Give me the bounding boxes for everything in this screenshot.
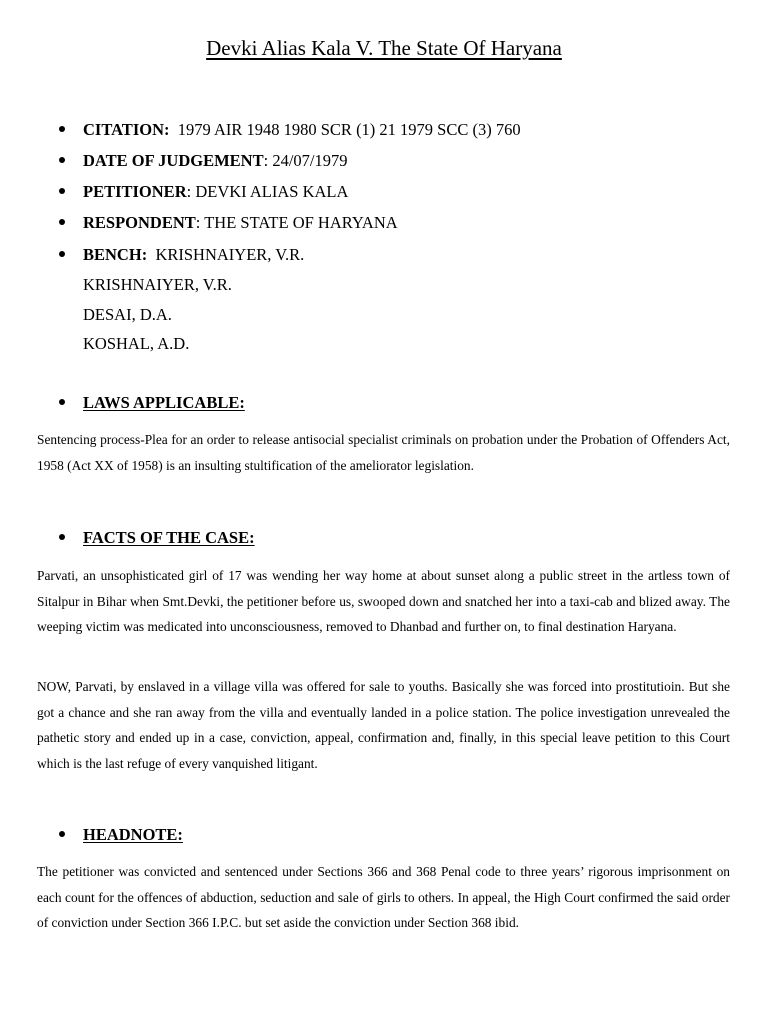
headnote-text: The petitioner was convicted and sentenced under Sections 366 and 368 Penal code to three years’ rigorous imprisonment on each count for the offences of abduction, seduction and sale of girls to others. In appeal, the High Court confirmed the said order of conviction under Section 366 I.P.C. but set aside the conviction under Section 368 ibid. [37,864,730,931]
bullet-icon [59,399,65,405]
bench-judge: KOSHAL, A.D. [83,334,190,353]
laws-applicable-heading-text: LAWS APPLICABLE: [83,393,245,412]
date-of-judgement-label: DATE OF JUDGEMENT [83,151,264,170]
bullet-icon [59,534,65,540]
facts-paragraph: NOW, Parvati, by enslaved in a village villa was offered for sale to youths. Basically she was forced into prostitutioin. But she got a chance and she ran away from the villa and eventually landed in a police station. The police investigation unrevealed the pathetic story and ended up in a case, conviction, appeal, confirmation and, finally, in this special leave petition to this Court which is the last refuge of every vanquished litigant. [37,679,730,771]
document-title: Devki Alias Kala V. The State Of Haryana [206,36,562,60]
bullet-icon [59,831,65,837]
bench-label: BENCH [83,245,142,264]
document-page: Devki Alias Kala V. The State Of Haryana CITATION: 1979 AIR 1948 1980 SCR (1) 21 1979 SCC (3) 760 DATE OF JUDGEMENT: 24/07/1979 PETITIONER: DEVKI ALIAS KALA RESPONDENT: THE STATE OF HARYANA BENCH: KRISHNAIYER, V.R. KRISHNAIYER, V.R. DESAI, D.A. KOSHAL, A.D. LAWS APPLICABLE: Sentencing process-Plea for an order to release antisocial specialist criminals on probation under the Probation of Offenders Act, 1958 (Act XX of 1958) is an insulting stultification of the ameliorator legislation. FACTS OF THE CASE: Parvati, an unsophisticated girl of 17 was wending her way home at about sunset along a public street in the artless town of Sitalpur in Bihar when Smt.Devki, the petitioner before us, swooped down and snatched her into a taxi-cab and blized away. The weeping victim was medicated into unconsciousness, removed to Dhanbad and further on, to final destination Haryana. NOW, Parvati, by enslaved in a village villa was offered for sale to youths. Basically she was forced into prostitutioin. But she got a chance and she ran away from the villa and eventually landed in a police station. The police investigation unrevealed the pathetic story and ended up in a case, conviction, appeal, confirmation and, finally, in this special leave petition to this Court which is the last refuge of every vanquished litigant. HEADNOTE: The petitioner was convicted and sentenced under Sections 366 and 368 Penal code to three years’ rigorous imprisonment on each count for the offences of abduction, seduction and sale of girls to others. In appeal, the High Court confirmed the said order of conviction under Section 366 I.P.C. but set aside the conviction under Section 368 ibid. [0,0,768,1024]
respondent-value: THE STATE OF HARYANA [204,213,398,232]
bench-value: KRISHNAIYER, V.R. [155,245,305,264]
facts-paragraph: Parvati, an unsophisticated girl of 17 was wending her way home at about sunset along a public street in the artless town of Sitalpur in Bihar when Smt.Devki, the petitioner before us, swooped down and snatched her into a taxi-cab and blized away. The weeping victim was medicated into unconsciousness, removed to Dhanbad and further on, to final destination Haryana. [37,568,730,635]
date-of-judgement-value: 24/07/1979 [272,151,348,170]
bullet-icon [59,126,65,132]
bench-judge: KRISHNAIYER, V.R. [83,275,232,294]
bench-judge: DESAI, D.A. [83,305,172,324]
headnote-heading-text: HEADNOTE: [83,825,183,844]
facts-heading-text: FACTS OF THE CASE: [83,528,255,547]
petitioner-label: PETITIONER [83,182,187,201]
petitioner-value: DEVKI ALIAS KALA [195,182,349,201]
bullet-icon [59,219,65,225]
bullet-icon [59,157,65,163]
citation-label: CITATION [83,120,164,139]
citation-value: 1979 AIR 1948 1980 SCR (1) 21 1979 SCC (3) 760 [177,120,521,139]
bullet-icon [59,188,65,194]
laws-applicable-text: Sentencing process-Plea for an order to release antisocial specialist criminals on probation under the Probation of Offenders Act, 1958 (Act XX of 1958) is an insulting stultification of the ameliorator legislation. [37,432,730,473]
bullet-icon [59,251,65,257]
respondent-label: RESPONDENT [83,213,196,232]
